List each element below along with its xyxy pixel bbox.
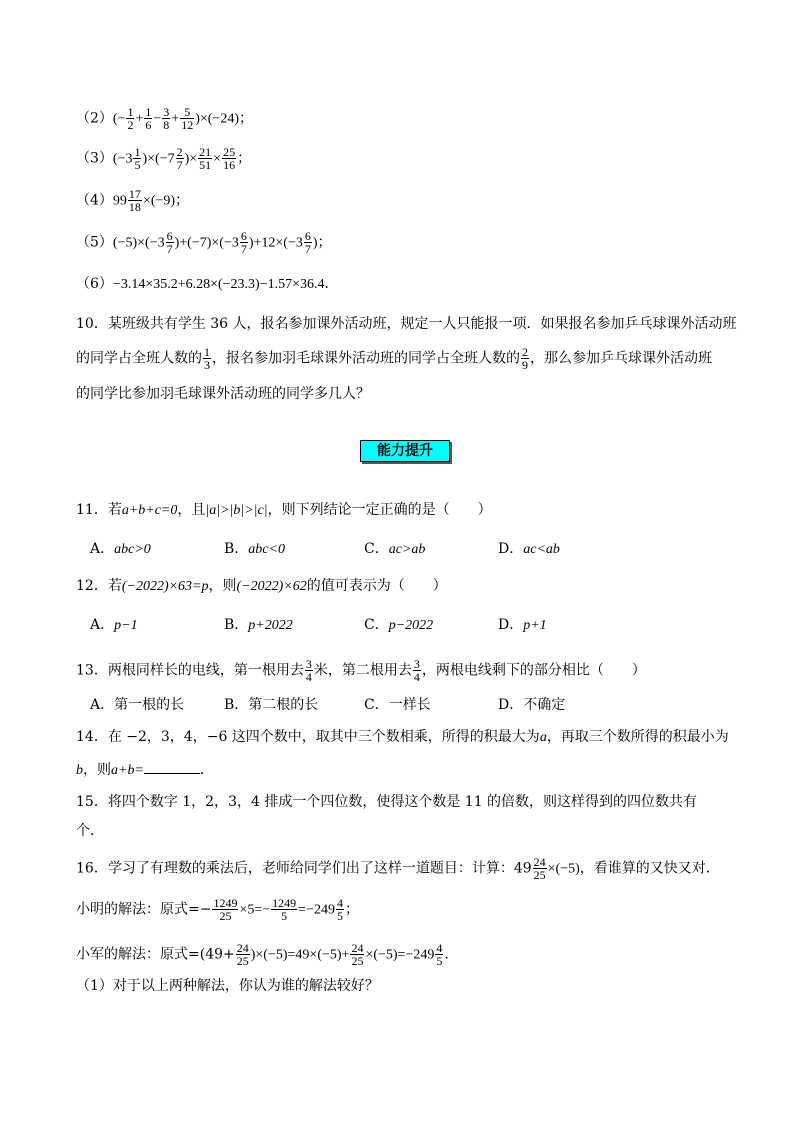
text: ，则下列结论一定正确的是（ ） bbox=[267, 502, 492, 518]
question-15-line-2: 个． bbox=[76, 823, 104, 839]
denominator: 25 bbox=[236, 954, 249, 968]
option-letter: A． bbox=[90, 541, 115, 557]
numerator: 2 bbox=[522, 345, 528, 359]
expr: )×(−5)=49×(−5)+ bbox=[250, 947, 350, 963]
numerator: 1 bbox=[204, 345, 210, 359]
numerator: 17 bbox=[128, 187, 141, 201]
numerator: 1 bbox=[134, 145, 141, 159]
text: 的同学占全班人数的 bbox=[76, 350, 202, 367]
fraction bbox=[212, 897, 238, 922]
option-letter: A． bbox=[90, 617, 115, 633]
expr: ×(−9)； bbox=[142, 193, 190, 209]
numerator: 3 bbox=[305, 657, 312, 671]
denominator: 7 bbox=[166, 242, 173, 256]
q11-option-b[interactable] bbox=[224, 539, 285, 560]
fraction bbox=[236, 942, 250, 967]
option-math: p−2022 bbox=[388, 618, 434, 633]
denominator: 9 bbox=[522, 358, 528, 372]
expr: − bbox=[153, 111, 162, 127]
expr: (−3 bbox=[112, 151, 133, 167]
text: ，且 bbox=[177, 502, 206, 518]
denominator: 25 bbox=[351, 954, 364, 968]
option-math: p+2022 bbox=[248, 618, 293, 633]
question-15-line-1: 15．将四个数字 1，2，3，4 排成一个四位数，使得这个数是 11 的倍数，则这样得到的四位数共有 bbox=[76, 794, 698, 810]
q12-option-d[interactable] bbox=[498, 615, 547, 636]
text: ，那么参加乒乓球课外活动班 bbox=[530, 350, 712, 367]
fraction bbox=[240, 230, 248, 255]
denominator: 51 bbox=[199, 158, 212, 172]
fraction bbox=[413, 658, 421, 683]
numerator: 21 bbox=[199, 145, 212, 159]
numerator: 6 bbox=[240, 229, 247, 243]
denominator: 7 bbox=[240, 242, 247, 256]
q13-option-b[interactable]: B．第二根的长 bbox=[224, 697, 319, 713]
q13-option-a[interactable]: A．第一根的长 bbox=[90, 697, 185, 713]
question-10-line-2 bbox=[76, 346, 712, 371]
fraction bbox=[304, 230, 312, 255]
problem-9-3 bbox=[76, 146, 251, 171]
math: b bbox=[76, 763, 83, 778]
expr: + bbox=[171, 111, 180, 127]
denominator: 5 bbox=[281, 909, 288, 923]
fraction bbox=[203, 346, 211, 371]
text: 小明的解法：原式=− bbox=[76, 901, 212, 918]
expr: )； bbox=[312, 235, 332, 251]
fraction bbox=[126, 106, 134, 131]
item-label: （3） bbox=[76, 150, 113, 167]
fraction bbox=[166, 230, 174, 255]
option-letter: D． bbox=[498, 617, 524, 633]
expr: (−5)×(−3 bbox=[112, 235, 165, 251]
problem-9-6 bbox=[76, 274, 339, 295]
option-letter: D． bbox=[498, 541, 524, 557]
numerator: 1 bbox=[127, 105, 134, 119]
math: |a|>|b|>|c| bbox=[205, 503, 268, 518]
text: ，再取三个数所得的积最小为 bbox=[546, 729, 729, 745]
denominator: 6 bbox=[145, 118, 152, 132]
denominator: 12 bbox=[181, 118, 194, 132]
fraction bbox=[521, 346, 529, 371]
math: (−2022)×63=p bbox=[121, 579, 209, 594]
expr: × bbox=[213, 151, 222, 167]
denominator: 5 bbox=[436, 954, 443, 968]
denominator: 7 bbox=[304, 242, 311, 256]
numerator: 1249 bbox=[272, 896, 297, 910]
question-14-line-1 bbox=[76, 727, 729, 748]
xiaoming-solution bbox=[76, 897, 359, 922]
numerator: 2 bbox=[176, 145, 183, 159]
option-math: p−1 bbox=[114, 618, 138, 633]
expr: =−249 bbox=[298, 902, 335, 918]
text: 米，第二根用去 bbox=[313, 662, 412, 679]
expr: + bbox=[135, 111, 144, 127]
option-math: ac<ab bbox=[523, 542, 560, 557]
numerator: 25 bbox=[223, 145, 236, 159]
answer-blank[interactable] bbox=[144, 759, 200, 774]
numerator: 24 bbox=[533, 855, 546, 869]
text: ． bbox=[444, 946, 459, 963]
denominator: 5 bbox=[134, 158, 141, 172]
q12-option-a[interactable] bbox=[90, 615, 138, 636]
fraction bbox=[305, 658, 313, 683]
expr: )× bbox=[184, 151, 198, 167]
fraction bbox=[144, 106, 152, 131]
denominator: 25 bbox=[533, 868, 546, 882]
fraction bbox=[350, 942, 364, 967]
text: ，则 bbox=[208, 578, 237, 594]
q13-option-c[interactable]: C．一样长 bbox=[364, 697, 431, 713]
item-label: （5） bbox=[76, 234, 113, 251]
problem-9-4 bbox=[76, 188, 189, 213]
expr: )+(−7)×(−3 bbox=[174, 235, 239, 251]
numerator: 24 bbox=[236, 941, 249, 955]
numerator: 6 bbox=[166, 229, 173, 243]
denominator: 7 bbox=[176, 158, 183, 172]
expr: ； bbox=[237, 151, 252, 167]
math: a bbox=[539, 730, 547, 745]
text: 12．若 bbox=[76, 578, 122, 594]
q11-option-a[interactable] bbox=[90, 539, 151, 560]
question-12 bbox=[76, 576, 447, 597]
q11-option-d[interactable] bbox=[498, 539, 560, 560]
numerator: 5 bbox=[180, 106, 194, 119]
problem-9-2 bbox=[76, 106, 253, 131]
fraction bbox=[198, 146, 212, 171]
expr: (− bbox=[112, 111, 126, 127]
text: ，报名参加羽毛球课外活动班的同学占全班人数的 bbox=[212, 350, 520, 367]
expr: )+12×(−3 bbox=[248, 235, 303, 251]
question-16-sub-1: （1）对于以上两种解法，你认为谁的解法较好？ bbox=[76, 978, 379, 994]
expr: ×(−5)=−249 bbox=[365, 947, 435, 963]
numerator: 3 bbox=[163, 105, 170, 119]
fraction bbox=[128, 188, 142, 213]
fraction bbox=[162, 106, 170, 131]
question-10-line-3: 的同学比参加羽毛球课外活动班的同学多几人？ bbox=[76, 386, 370, 402]
math: (−2022)×62 bbox=[236, 579, 307, 594]
fraction bbox=[271, 897, 297, 922]
q11-option-c[interactable] bbox=[364, 539, 425, 560]
question-13 bbox=[76, 658, 646, 683]
option-letter: B． bbox=[224, 617, 249, 633]
expr: ×5=− bbox=[239, 902, 271, 918]
denominator: 4 bbox=[413, 670, 420, 684]
item-label: （6） bbox=[76, 276, 113, 292]
fraction bbox=[180, 106, 194, 131]
denominator: 8 bbox=[163, 118, 170, 132]
denominator: 25 bbox=[219, 909, 232, 923]
text: 11．若 bbox=[76, 502, 122, 518]
fraction bbox=[133, 146, 141, 171]
text: 16．学习了有理数的乘法后，老师给同学们出了这样一道题目：计算：49 bbox=[76, 860, 532, 877]
section-badge: 能力提升 bbox=[360, 440, 450, 462]
problem-9-5 bbox=[76, 230, 332, 255]
fraction bbox=[435, 942, 443, 967]
text: ，则 bbox=[83, 762, 111, 778]
math: a+b+c=0 bbox=[121, 503, 178, 518]
denominator: 2 bbox=[127, 118, 134, 132]
numerator: 1 bbox=[145, 105, 152, 119]
option-math: p+1 bbox=[523, 618, 547, 633]
text: 13．两根同样长的电线，第一根用去 bbox=[76, 662, 304, 679]
expr: 99 bbox=[112, 193, 127, 209]
option-math: abc<0 bbox=[248, 542, 285, 557]
text: ×(−5)，看谁算的又快又对． bbox=[547, 861, 720, 877]
numerator: 1249 bbox=[213, 896, 238, 910]
text: ． bbox=[199, 762, 214, 778]
q12-option-c[interactable] bbox=[364, 615, 433, 636]
fraction bbox=[222, 146, 236, 171]
xiaojun-solution bbox=[76, 942, 458, 967]
fraction bbox=[336, 897, 344, 922]
question-11 bbox=[76, 500, 492, 521]
question-14-line-2 bbox=[76, 759, 214, 781]
text: 的值可表示为（ ） bbox=[306, 578, 447, 594]
option-letter: B． bbox=[224, 541, 249, 557]
expr: )×(−24)； bbox=[195, 111, 253, 127]
fraction bbox=[176, 146, 184, 171]
fraction bbox=[533, 856, 547, 881]
text: ，两根电线剩下的部分相比（ ） bbox=[421, 662, 646, 679]
question-16 bbox=[76, 856, 720, 881]
denominator: 4 bbox=[305, 670, 312, 684]
text: 14．在 −2，3，4，−6 这四个数中，取其中三个数相乘，所得的积最大为 bbox=[76, 729, 540, 745]
numerator: 4 bbox=[336, 896, 343, 910]
item-label: （2） bbox=[76, 110, 113, 127]
numerator: 6 bbox=[304, 229, 311, 243]
option-letter: C． bbox=[364, 617, 389, 633]
expr: )×(−7 bbox=[142, 151, 175, 167]
denominator: 5 bbox=[336, 909, 343, 923]
denominator: 3 bbox=[204, 358, 210, 372]
option-math: ac>ab bbox=[388, 542, 426, 557]
option-letter: C． bbox=[364, 541, 389, 557]
math: a+b= bbox=[111, 763, 144, 778]
option-math: abc>0 bbox=[114, 542, 151, 557]
q12-option-b[interactable] bbox=[224, 615, 293, 636]
denominator: 16 bbox=[223, 158, 236, 172]
denominator: 18 bbox=[128, 200, 141, 214]
numerator: 3 bbox=[413, 657, 420, 671]
numerator: 4 bbox=[436, 941, 443, 955]
q13-option-d[interactable]: D．不确定 bbox=[498, 697, 566, 713]
expr: −3.14×35.2+6.28×(−23.3)−1.57×36.4． bbox=[112, 277, 339, 292]
text: 小军的解法：原式=(49+ bbox=[76, 946, 235, 963]
text: ； bbox=[344, 901, 359, 918]
numerator: 24 bbox=[351, 941, 364, 955]
item-label: （4） bbox=[76, 192, 113, 209]
question-10-line-1: 10．某班级共有学生 36 人，报名参加课外活动班，规定一人只能报一项．如果报名参加乒乓球课外活动班 bbox=[76, 316, 737, 332]
